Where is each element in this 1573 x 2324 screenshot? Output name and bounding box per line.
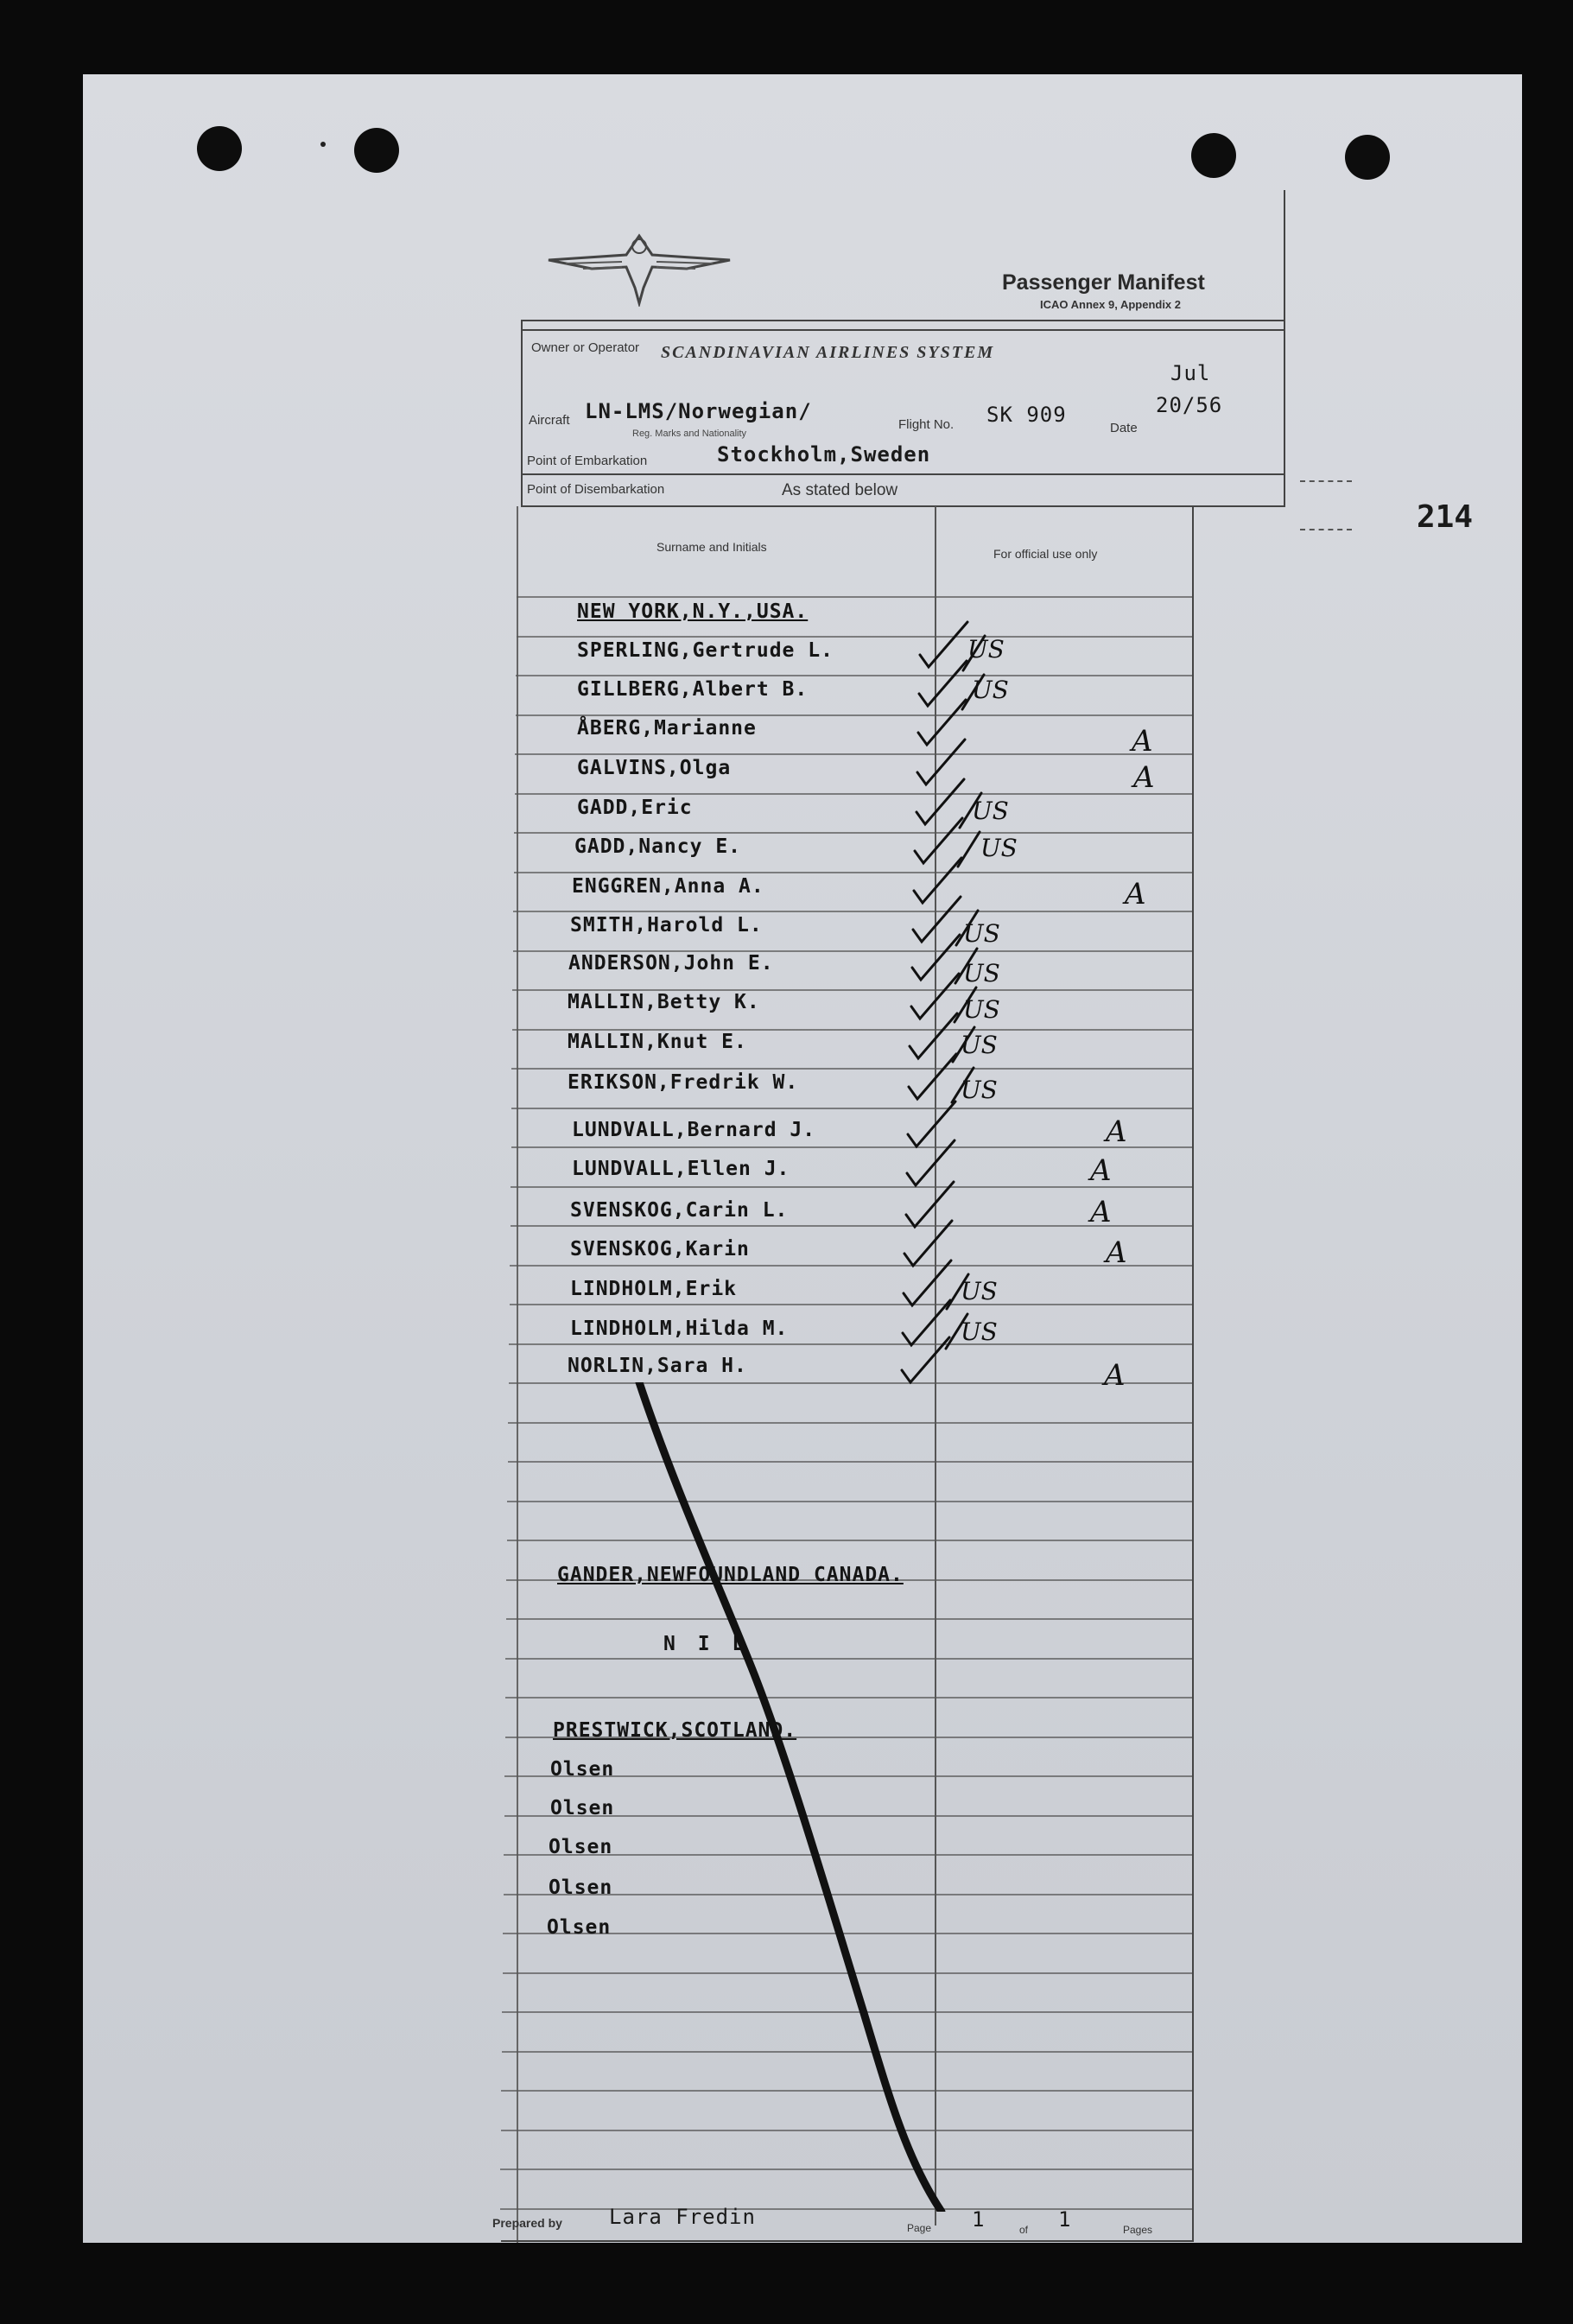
checkmark <box>903 1300 950 1345</box>
owner-label: Owner or Operator <box>531 340 640 355</box>
tick-slash <box>946 1314 967 1349</box>
checkmark <box>915 818 962 863</box>
passenger-name: SVENSKOG,Carin L. <box>570 1199 789 1222</box>
footer-rule <box>501 2240 1192 2242</box>
passenger-name: ÅBERG,Marianne <box>577 717 757 740</box>
page-value: 1 <box>972 2207 986 2232</box>
passenger-name: Olsen <box>549 1876 613 1899</box>
checkmark <box>913 897 961 942</box>
official-mark: US <box>980 834 1018 862</box>
of-label: of <box>1019 2224 1029 2236</box>
passenger-name: Olsen <box>550 1758 615 1781</box>
passenger-name: LINDHOLM,Erik <box>570 1278 738 1300</box>
official-mark: US <box>963 959 1000 987</box>
passenger-name: ANDERSON,John E. <box>568 952 774 975</box>
passenger-name: SPERLING,Gertrude L. <box>577 639 834 662</box>
passenger-name: ERIKSON,Fredrik W. <box>568 1071 799 1094</box>
passenger-name: LINDHOLM,Hilda M. <box>570 1318 789 1340</box>
aircraft-value: LN-LMS/Norwegian/ <box>585 399 812 423</box>
tick-slash <box>953 1027 974 1062</box>
passenger-name: LUNDVALL,Bernard J. <box>572 1119 816 1141</box>
official-mark: A <box>1106 1235 1127 1270</box>
tick-slash <box>952 1068 974 1102</box>
checkmark <box>906 1182 954 1227</box>
official-mark: US <box>963 995 1000 1024</box>
aircraft-sublabel: Reg. Marks and Nationality <box>632 429 747 439</box>
official-mark: A <box>1106 1114 1127 1149</box>
tick-slash <box>955 987 976 1022</box>
tick-slash <box>947 1274 968 1309</box>
passenger-name: Olsen <box>550 1797 615 1819</box>
passenger-name: GADD,Nancy E. <box>574 835 742 858</box>
col-header-official: For official use only <box>993 547 1098 561</box>
official-mark: A <box>1104 1358 1126 1393</box>
official-mark: US <box>967 635 1005 664</box>
form-subtitle: ICAO Annex 9, Appendix 2 <box>1040 298 1182 311</box>
aircraft-label: Aircraft <box>529 413 570 428</box>
embarkation-value: Stockholm,Sweden <box>717 442 931 467</box>
flight-value: SK 909 <box>986 403 1067 427</box>
section-heading-gander: GANDER,NEWFOUNDLAND CANADA. <box>557 1564 904 1586</box>
checkmark <box>907 1140 955 1185</box>
passenger-name: GALVINS,Olga <box>577 757 732 779</box>
page-label: Page <box>907 2222 932 2234</box>
pages-label: Pages <box>1123 2224 1153 2236</box>
checkmark <box>904 1260 951 1305</box>
checkmark <box>920 622 967 667</box>
checkmark <box>912 935 960 980</box>
official-mark: US <box>961 1318 998 1346</box>
official-mark: US <box>972 676 1009 704</box>
official-mark: US <box>963 919 1000 948</box>
checkmark <box>917 779 964 824</box>
passenger-name: NORLIN,Sara H. <box>568 1355 747 1377</box>
disembarkation-label: Point of Disembarkation <box>527 482 665 497</box>
passenger-name: SVENSKOG,Karin <box>570 1238 750 1260</box>
owner-value: SCANDINAVIAN AIRLINES SYSTEM <box>661 343 995 362</box>
official-mark: A <box>1132 724 1153 759</box>
flight-label: Flight No. <box>898 417 955 432</box>
checkmark <box>902 1337 949 1382</box>
checkmark <box>908 1102 955 1146</box>
checkmark <box>910 1013 957 1058</box>
form-title: Passenger Manifest <box>1002 270 1205 295</box>
pen-cancel-stroke <box>622 1382 967 2212</box>
tick-slash <box>963 636 985 670</box>
checkmark <box>917 740 965 784</box>
checkmark <box>911 974 959 1019</box>
of-value: 1 <box>1058 2207 1072 2232</box>
tick-slash <box>960 793 981 828</box>
checkmark <box>918 700 966 745</box>
passenger-name: Olsen <box>547 1916 612 1939</box>
tick-slash <box>956 911 978 945</box>
checkmark <box>909 1054 956 1099</box>
checkmark <box>904 1221 952 1266</box>
official-mark: A <box>1125 877 1146 911</box>
official-mark: US <box>972 797 1009 825</box>
tick-slash <box>962 675 984 709</box>
passenger-name: GADD,Eric <box>577 797 693 819</box>
official-mark: A <box>1133 760 1155 795</box>
col-header-name: Surname and Initials <box>656 540 767 554</box>
checkmark <box>919 661 967 706</box>
passenger-name: Olsen <box>549 1836 613 1858</box>
official-mark: US <box>961 1031 998 1059</box>
prepared-by-value: Lara Fredin <box>609 2205 756 2229</box>
prepared-by-label: Prepared by <box>492 2216 562 2230</box>
passenger-name: MALLIN,Betty K. <box>568 991 760 1013</box>
tick-slash <box>958 832 980 867</box>
official-mark: A <box>1090 1153 1112 1188</box>
official-mark: A <box>1090 1195 1112 1229</box>
passenger-name: SMITH,Harold L. <box>570 914 763 937</box>
passenger-name: ENGGREN,Anna A. <box>572 875 764 898</box>
archive-page-number: 214 <box>1417 499 1474 535</box>
date-value-month: Jul <box>1170 361 1211 385</box>
section-note-nil: N I L <box>663 1633 750 1655</box>
passenger-name: MALLIN,Knut E. <box>568 1031 747 1053</box>
disembarkation-value: As stated below <box>782 481 898 499</box>
passenger-name: LUNDVALL,Ellen J. <box>572 1158 790 1180</box>
official-mark: US <box>961 1277 998 1305</box>
official-mark: US <box>961 1076 998 1104</box>
passenger-name: GILLBERG,Albert B. <box>577 678 809 701</box>
checkmark <box>914 858 961 903</box>
section-heading-new-york: NEW YORK,N.Y.,USA. <box>577 600 809 623</box>
date-value-day: 20/56 <box>1156 393 1223 417</box>
section-heading-prestwick: PRESTWICK,SCOTLAND. <box>553 1719 797 1742</box>
embarkation-label: Point of Embarkation <box>527 454 648 468</box>
tick-slash <box>955 949 977 983</box>
date-label: Date <box>1110 421 1138 435</box>
